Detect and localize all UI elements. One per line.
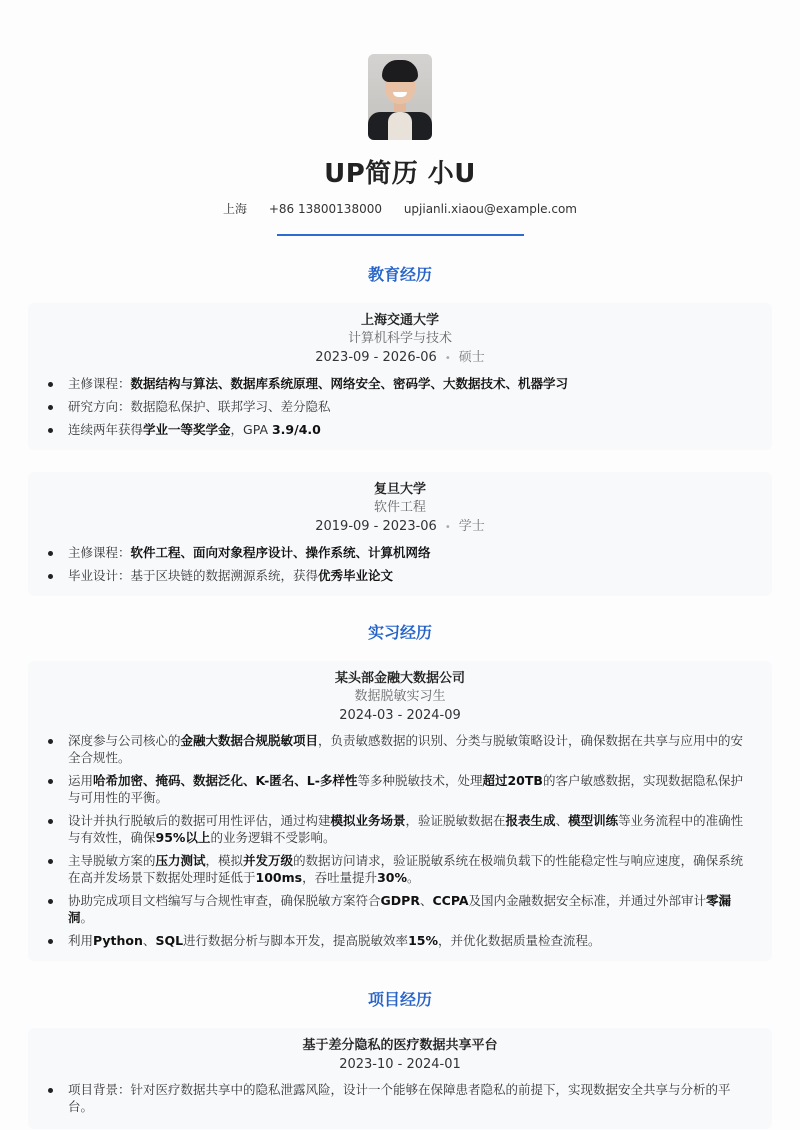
list-item: 深度参与公司核心的金融大数据合规脱敏项目，负责敏感数据的识别、分类与脱敏策略设计，确保数据在共享与应用中的安全合规性。 <box>68 732 752 766</box>
section-title-internship: 实习经历 <box>367 623 432 642</box>
location: 上海 <box>223 202 248 216</box>
list-item: 主修课程：软件工程、面向对象程序设计、操作系统、计算机网络 <box>68 544 752 561</box>
major: 软件工程 <box>373 500 426 515</box>
section-title-projects: 项目经历 <box>367 990 432 1009</box>
candidate-name: UP简历 小U <box>324 159 476 189</box>
list-item: 项目背景：针对医疗数据共享中的隐私泄露风险，设计一个能够在保障患者隐私的前提下，实现数据安全共享与分析的平台。 <box>68 1081 752 1115</box>
contact-info <box>0 200 800 217</box>
date-range: 2023-09 - 2026-06 • 硕士 <box>315 350 485 365</box>
education-details <box>28 375 772 438</box>
phone: +86 13800138000 <box>268 202 382 216</box>
header-divider <box>277 234 524 236</box>
resume-header <box>0 0 800 236</box>
list-item: 研究方向：数据隐私保护、联邦学习、差分隐私 <box>68 398 752 415</box>
date-range: 2019-09 - 2023-06 • 学士 <box>315 519 485 534</box>
list-item: 主导脱敏方案的压力测试，模拟并发万级的数据访问请求，验证脱敏系统在极端负载下的性能稳定性与响应速度，确保系统在高并发场景下数据处理时延低于100ms，吞吐量提升30%。 <box>68 852 752 886</box>
school-name: 复旦大学 <box>373 482 426 497</box>
role: 数据脱敏实习生 <box>354 689 446 704</box>
list-item: 主修课程：数据结构与算法、数据库系统原理、网络安全、密码学、大数据技术、机器学习 <box>68 375 752 392</box>
project-name: 基于差分隐私的医疗数据共享平台 <box>302 1038 498 1053</box>
company-name: 某头部金融大数据公司 <box>334 671 465 686</box>
list-item: 连续两年获得学业一等奖学金，GPA 3.9/4.0 <box>68 421 752 438</box>
section-title-education: 教育经历 <box>367 265 432 284</box>
list-item: 利用Python、SQL进行数据分析与脚本开发，提高脱敏效率15%，并优化数据质量检查流程。 <box>68 932 752 949</box>
date-range: 2024-03 - 2024-09 <box>339 708 461 723</box>
degree: 学士 <box>458 519 485 534</box>
degree: 硕士 <box>458 350 485 365</box>
internship-entry <box>28 661 772 961</box>
email[interactable]: upjianli.xiaou@example.com <box>403 202 577 216</box>
project-entry <box>28 1028 772 1129</box>
education-entry <box>28 472 772 596</box>
project-details <box>28 1081 772 1115</box>
list-item: 协助完成项目文档编写与合规性审查，确保脱敏方案符合GDPR、CCPA及国内金融数据安全标准，并通过外部审计零漏洞。 <box>68 892 752 926</box>
school-name: 上海交通大学 <box>360 313 439 328</box>
list-item: 运用哈希加密、掩码、数据泛化、K-匿名、L-多样性等多种脱敏技术，处理超过20TB的客户敏感数据，实现数据隐私保护与可用性的平衡。 <box>68 772 752 806</box>
education-entry <box>28 303 772 450</box>
avatar <box>368 54 432 140</box>
list-item: 毕业设计：基于区块链的数据溯源系统，获得优秀毕业论文 <box>68 567 752 584</box>
date-range: 2023-10 - 2024-01 <box>339 1057 461 1072</box>
internship-details <box>28 732 772 949</box>
list-item: 设计并执行脱敏后的数据可用性评估，通过构建模拟业务场景，验证脱敏数据在报表生成、模型训练等业务流程中的准确性与有效性，确保95%以上的业务逻辑不受影响。 <box>68 812 752 846</box>
education-details <box>28 544 772 584</box>
major: 计算机科学与技术 <box>347 331 452 346</box>
